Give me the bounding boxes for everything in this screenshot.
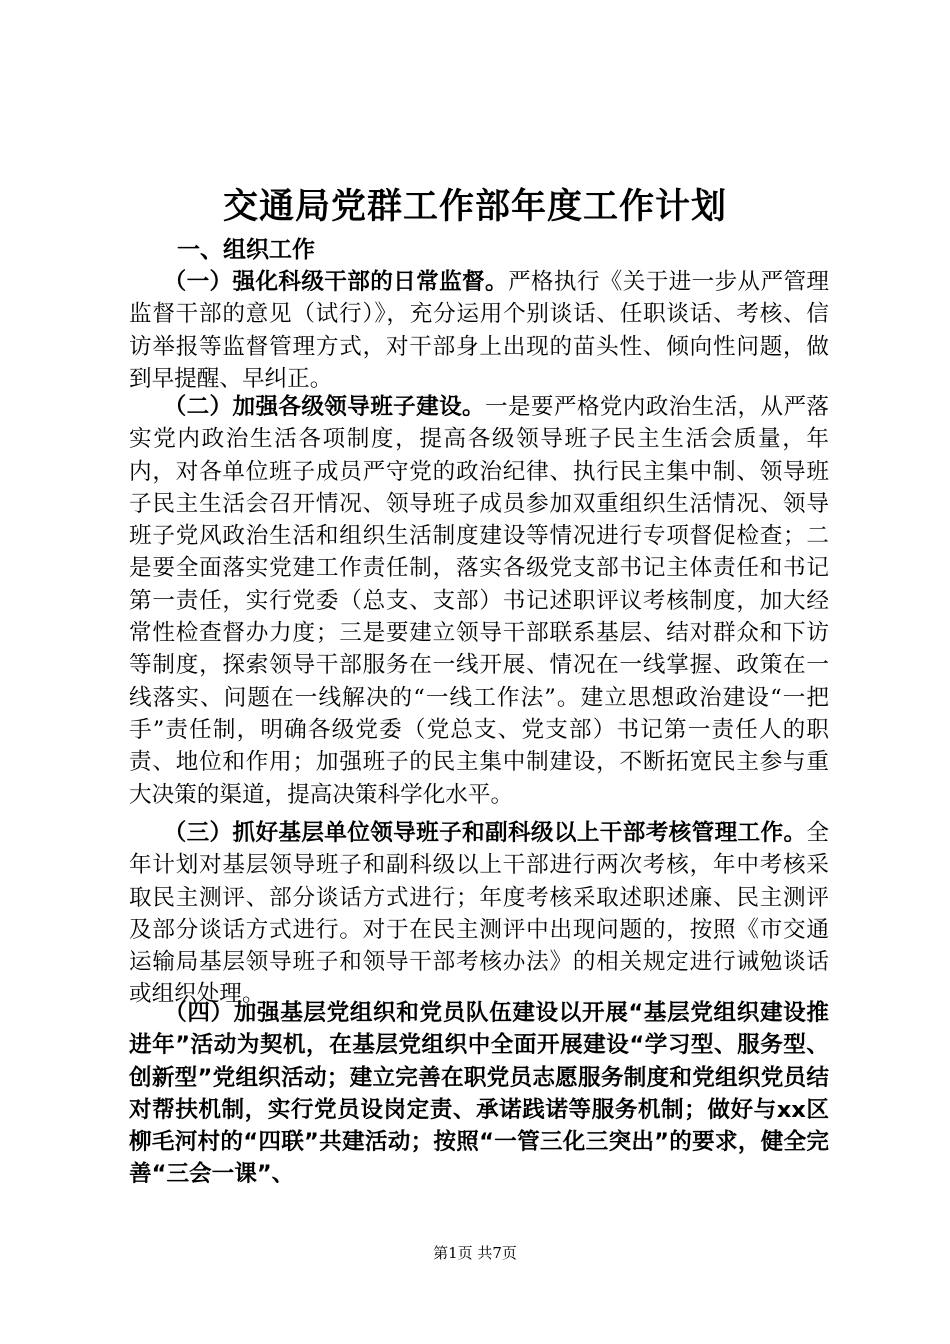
paragraph-4: [129, 997, 829, 1191]
paragraph-3-lead: （三）抓好基层单位领导班子和副科级以上干部考核管理工作。: [129, 820, 807, 846]
section-heading: 一、组织工作: [177, 237, 315, 263]
document-title: 交通局党群工作部年度工作计划: [222, 186, 727, 227]
paragraph-3: [129, 817, 829, 1011]
paragraph-1-lead: （一）强化科级干部的日常监督。: [129, 269, 508, 295]
paragraph-1-body: 严格执行《关于进一步从严管理监督干部的意见（试行）》，充分运用个别谈话、任职谈话、考核、信访举报等监督管理方式，对干部身上出现的苗头性、倾向性问题，做到早提醒、早纠正。: [129, 269, 830, 392]
paragraph-4-lead: （四）加强基层党组织和党员队伍建设以开展“基层党组织建设推进年”活动为契机，在基层党组织中全面开展建设“学习型、服务型、创新型”党组织活动；建立完善在职党员志愿服务制度和党组织党员结对帮扶机制，实行党员设岗定责、承诺践诺等服务机制；做好与xx区柳毛河村的“四联”共建活动；按照“一管三化三突出”的要求，健全完善“三会一课”、: [129, 1000, 829, 1188]
paragraph-1: [129, 266, 829, 395]
page-footer: 第1页 共7页: [433, 1244, 517, 1262]
paragraph-2-body: 一是要严格党内政治生活，从严落实党内政治生活各项制度，提高各级领导班子民主生活会质量，年内，对各单位班子成员严守党的政治纪律、执行民主集中制、领导班子民主生活会召开情况、领导班子成员参加双重组织生活情况、领导班子党风政治生活和组织生活制度建设等情况进行专项督促检查；二是要全面落实党建工作责任制，落实各级党支部书记主体责任和书记第一责任，实行党委（总支、支部）书记述职评议考核制度，加大经常性检查督办力度；三是要建立领导干部联系基层、结对群众和下访等制度，探索领导干部服务在一线开展、情况在一线掌握、政策在一线落实、问题在一线解决的“一线工作法”。建立思想政治建设“一把手”责任制，明确各级党委（党总支、党支部）书记第一责任人的职责、地位和作用；加强班子的民主集中制建设，不断拓宽民主参与重大决策的渠道，提高决策科学化水平。: [129, 394, 830, 808]
paragraph-2-lead: （二）加强各级领导班子建设。: [129, 394, 486, 420]
paragraph-3-body: 全年计划对基层领导班子和副科级以上干部进行两次考核，年中考核采取民主测评、部分谈话方式进行；年度考核采取述职述廉、民主测评及部分谈话方式进行。对于在民主测评中出现问题的，按照《市交通运输局基层领导班子和领导干部考核办法》的相关规定进行诫勉谈话或组织处理。: [129, 820, 829, 1008]
paragraph-2: [129, 391, 829, 811]
